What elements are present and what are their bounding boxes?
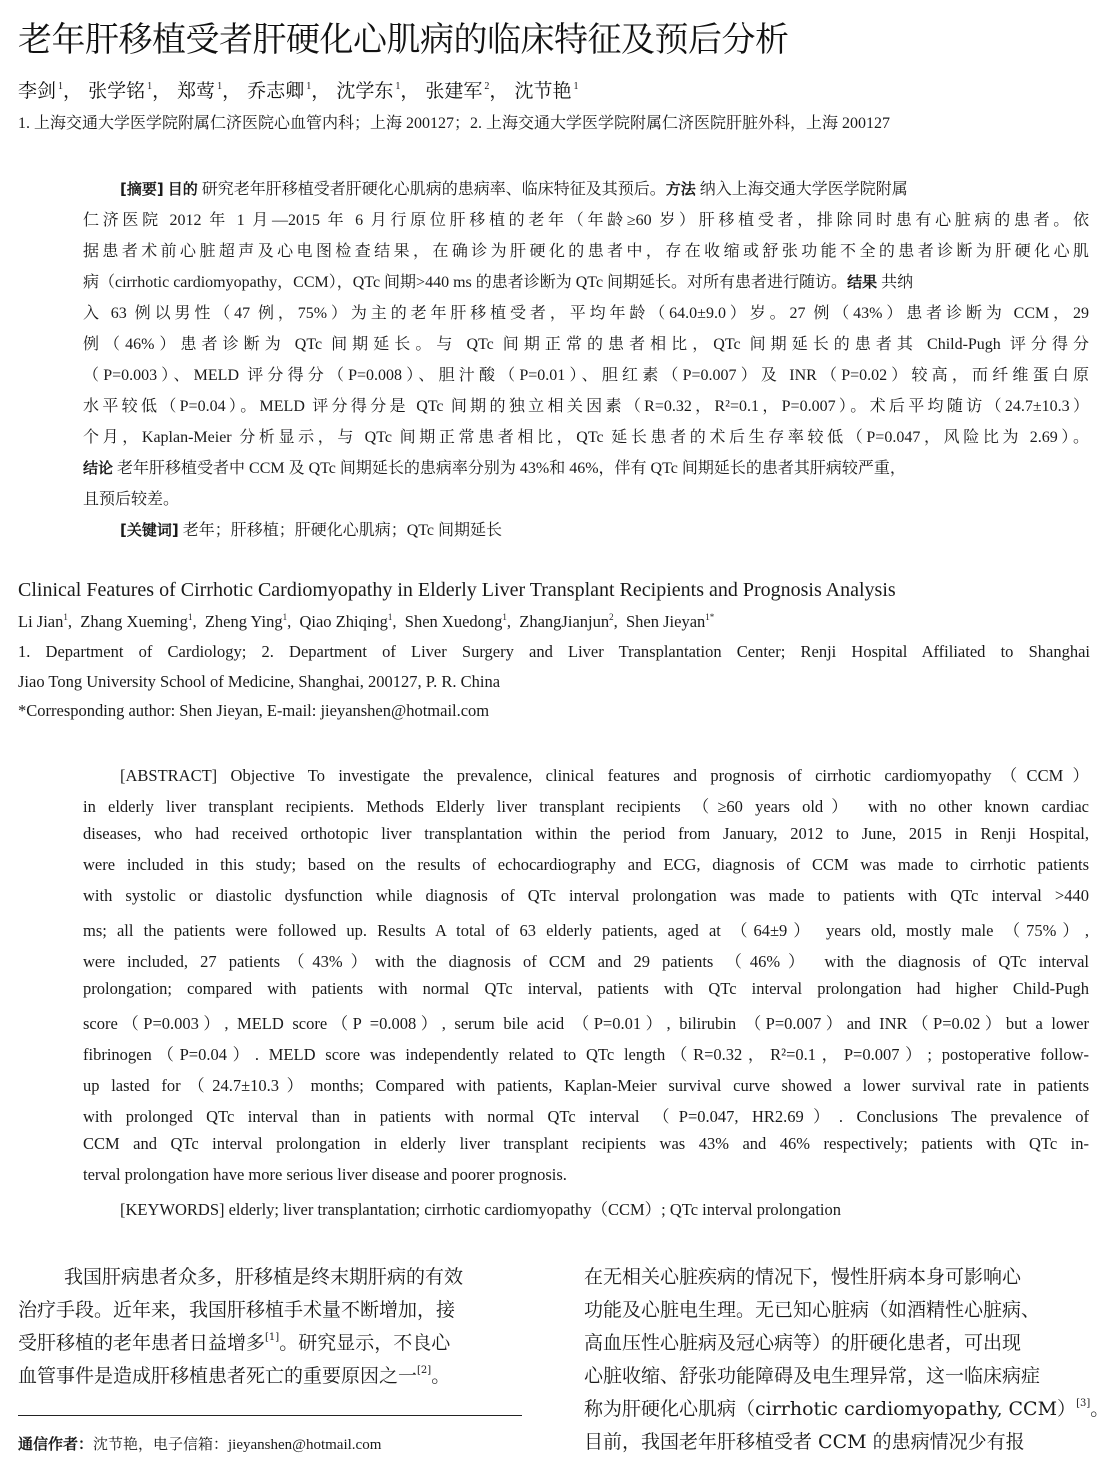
author-affiliation-mark: 1 xyxy=(395,81,401,92)
author-name: 张学铭 xyxy=(88,80,146,102)
abstract-text: 病（cirrhotic cardiomyopathy，CCM），QTc 间期>440 ms 的患者诊断为 QTc 间期延长。对所有患者进行随访。 xyxy=(83,274,848,291)
abstract-cn-line xyxy=(83,486,179,509)
abstract-en-line xyxy=(83,948,1089,972)
author-name: Shen Jieyan xyxy=(625,612,706,631)
body-line: 治疗手段。近年来，我国肝移植手术量不断增加，接 xyxy=(18,1299,456,1321)
abstract-en-line xyxy=(83,1072,1089,1096)
body-text: 血管事件是造成肝移植患者死亡的重要原因之一 xyxy=(18,1365,418,1387)
abstract-text: 共纳 xyxy=(877,274,914,291)
body-text: 受肝移植的老年患者日益增多 xyxy=(18,1332,266,1354)
abstract-text: prolongation; compared with patients with normal QTc interval, patients with QTc interval prolongation had higher Child-Pugh xyxy=(83,979,1089,998)
author-name: Qiao Zhiqing xyxy=(299,612,388,631)
author-affiliation-mark: 1 xyxy=(63,612,68,622)
body-text: 。 xyxy=(1090,1398,1109,1420)
abstract-text: 且预后较差。 xyxy=(83,491,180,508)
body-line: 心脏收缩、舒张功能障碍及电生理异常，这一临床病症 xyxy=(584,1365,1041,1387)
author-affiliation-mark: 1 xyxy=(282,612,288,622)
author-name: 张建军 xyxy=(425,80,483,102)
separator: ， xyxy=(152,80,172,102)
abstract-text: 个月，Kaplan-Meier 分析显示，与 QTc 间期正常患者相比，QTc 延长患者的术后生存率较低（P=0.047，风险比为 2.69）。 xyxy=(83,429,1089,446)
abstract-cn-line xyxy=(83,269,913,292)
author-list-cn xyxy=(18,76,578,103)
affiliation-en-line xyxy=(18,642,1090,662)
abstract-text: 入 63 例以男性（47 例，75%）为主的老年肝移植受者，平均年龄（64.0±9.0）岁。27 例（43%）患者诊断为 CCM，29 xyxy=(83,305,1089,322)
footnote-label: 通信作者： xyxy=(18,1435,94,1453)
results-label: 结果 xyxy=(847,273,878,291)
abstract-cn-line xyxy=(83,362,1089,385)
body-text: 。研究显示，不良心 xyxy=(279,1332,451,1354)
body-line xyxy=(584,1394,1109,1421)
separator: ， xyxy=(222,80,242,102)
methods-label: 方法 xyxy=(665,180,696,198)
abstract-text: 老年肝移植受者中 CCM 及 QTc 间期延长的患病率分别为 43%和 46%，伴有 QTc 间期延长的患者其肝病较严重， xyxy=(113,460,906,477)
abstract-text: score（P=0.003）, MELD score（P =0.008）, serum bile acid （P=0.01）, bilirubin （P=0.007）and INR（P=0.02）but a lower xyxy=(83,1014,1089,1033)
author-affiliation-mark: 1 xyxy=(217,81,223,92)
author-affiliation-mark: 1 xyxy=(187,612,193,622)
abstract-text: with systolic or diastolic dysfunction while diagnosis of QTc interval prolongation was made to patients with QTc interval >440 xyxy=(83,886,1089,905)
abstract-en-line xyxy=(83,855,1089,875)
author-affiliation-mark: 1 xyxy=(387,612,393,622)
abstract-en-line xyxy=(83,979,1089,999)
abstract-cn-line xyxy=(83,300,1089,323)
abstract-text: 研究老年肝移植受者肝硬化心肌病的患病率、临床特征及其预后。 xyxy=(197,181,666,198)
body-line: 高血压性心脏病及冠心病等）的肝硬化患者，可出现 xyxy=(584,1332,1022,1354)
affiliations-cn: 1. 上海交通大学医学院附属仁济医院心血管内科；上海 200127；2. 上海交通大学医学院附属仁济医院肝脏外科，上海 200127 xyxy=(18,115,891,132)
abstract-cn-line xyxy=(83,393,1089,416)
abstract-label: [摘要] xyxy=(120,180,164,198)
separator: ， xyxy=(400,80,420,102)
body-line: 功能及心脏电生理。无已知心脏病（如酒精性心脏病、 xyxy=(584,1299,1041,1321)
conclusion-label: 结论 xyxy=(83,459,114,477)
abstract-text: were included in this study; based on the results of echocardiography and ECG, diagnosis of CCM was made to cirrhotic patients xyxy=(83,855,1089,874)
footnote-separator xyxy=(18,1415,522,1416)
author-name: Shen Xuedong xyxy=(404,612,503,631)
abstract-text: up lasted for（24.7±10.3）months; Compared with patients, Kaplan-Meier survival curve showed a lower survival rate in patients xyxy=(83,1076,1089,1095)
affiliation-text: 1. Department of Cardiology; 2. Department of Liver Surgery and Liver Transplantation Center; Renji Hospital Affiliated to Shanghai xyxy=(18,642,1090,661)
abstract-text: diseases, who had received orthotopic liver transplantation within the period from January, 2012 to June, 2015 in Renji Hospital, xyxy=(83,824,1089,843)
paper-title-cn: 老年肝移植受者肝硬化心肌病的临床特征及预后分析 xyxy=(18,20,789,60)
abstract-text: with prolonged QTc interval than in patients with normal QTc interval （P=0.047, HR2.69）. Conclusions The prevalence of xyxy=(83,1107,1089,1126)
abstract-en-line xyxy=(83,917,1089,941)
author-affiliation-mark: 2 xyxy=(609,612,614,622)
abstract-en-line xyxy=(83,1134,1089,1154)
author-affiliation-mark: 1 xyxy=(147,81,153,92)
body-line xyxy=(18,1361,450,1388)
citation[interactable]: [1] xyxy=(265,1332,280,1343)
author-affiliation-mark: 1* xyxy=(705,612,715,622)
body-line: 目前，我国老年肝移植受者 CCM 的患病情况少有报 xyxy=(584,1431,1025,1453)
abstract-text: 仁济医院 2012 年 1 月—2015 年 6 月行原位肝移植的老年（年龄≥60 岁）肝移植受者，排除同时患有心脏病的患者。依 xyxy=(83,212,1089,229)
separator: ， xyxy=(311,80,331,102)
objective-label: 目的 xyxy=(167,180,198,198)
author-name: Zheng Ying xyxy=(204,612,283,631)
affiliation-en-line: Jiao Tong University School of Medicine, Shanghai, 200127, P. R. China xyxy=(18,672,501,691)
abstract-text: fibrinogen（P=0.04）. MELD score was independently related to QTc length（R=0.32，R²=0.1，P=0.007）; postoperative follow- xyxy=(83,1045,1089,1064)
abstract-cn-line xyxy=(83,207,1089,230)
abstract-cn-line xyxy=(83,331,1089,354)
body-line: 我国肝病患者众多，肝移植是终末期肝病的有效 xyxy=(64,1266,464,1288)
abstract-cn-line xyxy=(83,455,906,478)
corresponding-author-en: *Corresponding author: Shen Jieyan, E-mail: jieyanshen@hotmail.com xyxy=(18,701,490,720)
author-name: 李剑 xyxy=(18,80,57,102)
abstract-en-line xyxy=(83,1010,1089,1034)
author-affiliation-mark: 1 xyxy=(306,81,312,92)
abstract-text: CCM and QTc interval prolongation in elderly liver transplant recipients was 43% and 46% respectively; patients with QTc in- xyxy=(83,1134,1089,1153)
author-name: 乔志卿 xyxy=(247,80,305,102)
author-list-en: Li Jian$^1$, Zhang Xueming$^1$, Zheng Ying$^1$, Qiao Zhiqing$^1$, Shen Xuedong$^1$, ZhangJianjun$^2$, Shen Jieyan$^{1*}$ xyxy=(18,612,715,631)
keywords-en: [KEYWORDS] elderly; liver transplantation; cirrhotic cardiomyopathy（CCM）; QTc interval prolongation xyxy=(120,1200,842,1219)
author-name: Li Jian xyxy=(18,612,64,631)
author-affiliation-mark: 1 xyxy=(502,612,507,622)
abstract-text: 据患者术前心脏超声及心电图检查结果，在确诊为肝硬化的患者中，存在收缩或舒张功能不全的患者诊断为肝硬化心肌 xyxy=(83,243,1089,260)
abstract-cn-line xyxy=(120,176,908,199)
abstract-en-line xyxy=(83,1103,1089,1127)
author-affiliation-mark: 1 xyxy=(573,81,579,92)
corresponding-author-footnote xyxy=(18,1433,381,1454)
citation[interactable]: [2] xyxy=(417,1365,432,1376)
author-name: Zhang Xueming xyxy=(80,612,188,631)
author-name: ZhangJianjun xyxy=(519,612,610,631)
citation[interactable]: [3] xyxy=(1076,1398,1091,1409)
keywords-cn xyxy=(120,517,502,540)
abstract-en-line xyxy=(83,824,1089,844)
abstract-text: [ABSTRACT] Objective To investigate the prevalence, clinical features and prognosis of cirrhotic cardiomyopathy（CCM） xyxy=(120,766,1089,785)
abstract-text: ms; all the patients were followed up. Results A total of 63 elderly patients, aged at （64±9） years old, mostly male （75%）, xyxy=(83,921,1089,940)
separator: ， xyxy=(489,80,509,102)
abstract-en-line xyxy=(83,1041,1089,1065)
body-text: 称为肝硬化心肌病（cirrhotic cardiomyopathy, CCM） xyxy=(584,1398,1077,1420)
author-affiliation-mark: 1 xyxy=(58,81,64,92)
keywords-text: 老年；肝移植；肝硬化心肌病；QTc 间期延长 xyxy=(178,522,503,539)
abstract-text: 例（46%）患者诊断为 QTc 间期延长。与 QTc 间期正常的患者相比，QTc 间期延长的患者其 Child-Pugh 评分得分 xyxy=(83,336,1089,353)
footnote-text: 沈节艳，电子信箱：jieyanshen@hotmail.com xyxy=(93,1437,382,1453)
abstract-text: 水平较低（P=0.04）。MELD 评分得分是 QTc 间期的独立相关因素（R=0.32，R²=0.1，P=0.007）。术后平均随访（24.7±10.3） xyxy=(83,398,1089,415)
author-affiliation-mark: 2 xyxy=(484,81,490,92)
body-line: 在无相关心脏疾病的情况下，慢性肝病本身可影响心 xyxy=(584,1266,1022,1288)
separator: ， xyxy=(63,80,83,102)
abstract-en-line xyxy=(83,793,1089,817)
abstract-en-line: terval prolongation have more serious liver disease and poorer prognosis. xyxy=(83,1165,567,1184)
author-name: 沈节艳 xyxy=(514,80,572,102)
abstract-text: （P=0.003）、MELD 评分得分（P=0.008）、胆汁酸（P=0.01）、胆红素（P=0.007）及 INR（P=0.02）较高，而纤维蛋白原 xyxy=(83,367,1089,384)
abstract-en-line xyxy=(120,762,1089,786)
abstract-cn-line xyxy=(83,238,1089,261)
body-line xyxy=(18,1328,450,1355)
paper-title-en: Clinical Features of Cirrhotic Cardiomyopathy in Elderly Liver Transplant Recipients and Prognosis Analysis xyxy=(18,579,896,601)
abstract-text: in elderly liver transplant recipients. Methods Elderly liver transplant recipients （≥60 years old） with no other known cardiac xyxy=(83,797,1089,816)
keywords-label: [关键词] xyxy=(120,521,179,539)
body-text: 。 xyxy=(431,1365,451,1387)
author-name: 郑莺 xyxy=(177,80,216,102)
abstract-cn-line xyxy=(83,424,1089,447)
abstract-text: were included, 27 patients（43%）with the diagnosis of CCM and 29 patients （46%） with the diagnosis of QTc interval xyxy=(83,952,1089,971)
author-name: 沈学东 xyxy=(336,80,394,102)
abstract-en-line xyxy=(83,886,1089,906)
abstract-text: 纳入上海交通大学医学院附属 xyxy=(695,181,908,198)
